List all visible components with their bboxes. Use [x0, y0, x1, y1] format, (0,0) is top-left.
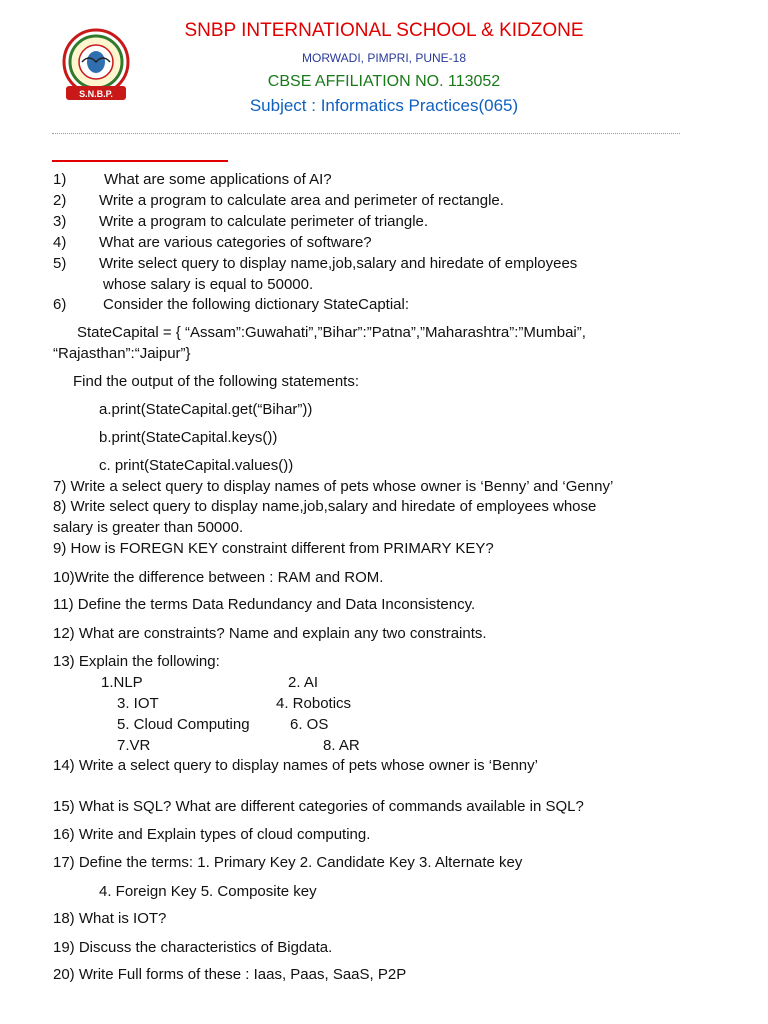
- find-output-text: Find the output of the following statements:: [73, 373, 360, 390]
- question-4: What are various categories of software?: [99, 234, 372, 251]
- question-3: Write a program to calculate perimeter of triangle.: [99, 213, 429, 230]
- question-6: Consider the following dictionary StateCaptial:: [103, 296, 409, 313]
- q6-number: 6): [53, 296, 67, 313]
- q13-item-2: 2. AI: [288, 674, 319, 691]
- question-5-continued: whose salary is equal to 50000.: [103, 276, 314, 293]
- q13-item-5: 5. Cloud Computing: [117, 716, 250, 733]
- q13-item-1: 1.NLP: [101, 674, 143, 691]
- question-19: 19) Discuss the characteristics of Bigdata.: [53, 939, 333, 956]
- statement-c: c. print(StateCapital.values()): [99, 457, 294, 474]
- question-8-continued: salary is greater than 50000.: [53, 519, 244, 536]
- question-16: 16) Write and Explain types of cloud computing.: [53, 826, 371, 843]
- question-13: 13) Explain the following:: [53, 653, 220, 670]
- q13-item-4: 4. Robotics: [276, 695, 352, 712]
- q13-item-7: 7.VR: [117, 737, 151, 754]
- question-10: 10)Write the difference between : RAM and ROM.: [53, 569, 384, 586]
- school-name: SNBP INTERNATIONAL SCHOOL & KIDZONE: [184, 20, 584, 41]
- statement-a: a.print(StateCapital.get(“Bihar”)): [99, 401, 313, 418]
- q13-item-3: 3. IOT: [117, 695, 159, 712]
- question-18: 18) What is IOT?: [53, 910, 167, 927]
- question-1: What are some applications of AI?: [104, 171, 332, 188]
- q4-number: 4): [53, 234, 67, 251]
- question-12: 12) What are constraints? Name and explain any two constraints.: [53, 625, 487, 642]
- question-5: Write select query to display name,job,salary and hiredate of employees: [99, 255, 578, 272]
- q3-number: 3): [53, 213, 67, 230]
- q13-item-8: 8. AR: [323, 737, 360, 754]
- question-14: 14) Write a select query to display names of pets whose owner is ‘Benny’: [53, 757, 538, 774]
- subject-title: Subject : Informatics Practices(065): [249, 96, 519, 115]
- question-9: 9) How is FOREGN KEY constraint different from PRIMARY KEY?: [53, 540, 494, 557]
- question-20: 20) Write Full forms of these : Iaas, Paas, SaaS, P2P: [53, 966, 407, 983]
- logo-text: S.N.B.P.: [79, 89, 113, 99]
- q2-number: 2): [53, 192, 67, 209]
- question-7: 7) Write a select query to display names of pets whose owner is ‘Benny’ and ‘Genny’: [53, 478, 614, 495]
- statement-b: b.print(StateCapital.keys()): [99, 429, 278, 446]
- affiliation-number: CBSE AFFILIATION NO. 113052: [267, 73, 501, 90]
- dictionary-line-1: StateCapital = { “Assam”:Guwahati”,”Bihar”:”Patna”,”Maharashtra”:”Mumbai”,: [77, 324, 586, 341]
- question-17-continued: 4. Foreign Key 5. Composite key: [99, 883, 317, 900]
- q13-item-6: 6. OS: [290, 716, 329, 733]
- q1-number: 1): [53, 171, 67, 188]
- red-underline: [52, 160, 228, 162]
- question-8: 8) Write select query to display name,job,salary and hiredate of employees whose: [53, 498, 597, 515]
- question-2: Write a program to calculate area and perimeter of rectangle.: [99, 192, 504, 209]
- question-11: 11) Define the terms Data Redundancy and Data Inconsistency.: [53, 596, 476, 613]
- question-17: 17) Define the terms: 1. Primary Key 2. Candidate Key 3. Alternate key: [53, 854, 523, 871]
- header-divider: [52, 133, 680, 134]
- question-15: 15) What is SQL? What are different categories of commands available in SQL?: [53, 798, 584, 815]
- q5-number: 5): [53, 255, 67, 272]
- school-address: MORWADI, PIMPRI, PUNE-18: [301, 51, 467, 65]
- dictionary-line-2: “Rajasthan”:“Jaipur”}: [53, 345, 191, 362]
